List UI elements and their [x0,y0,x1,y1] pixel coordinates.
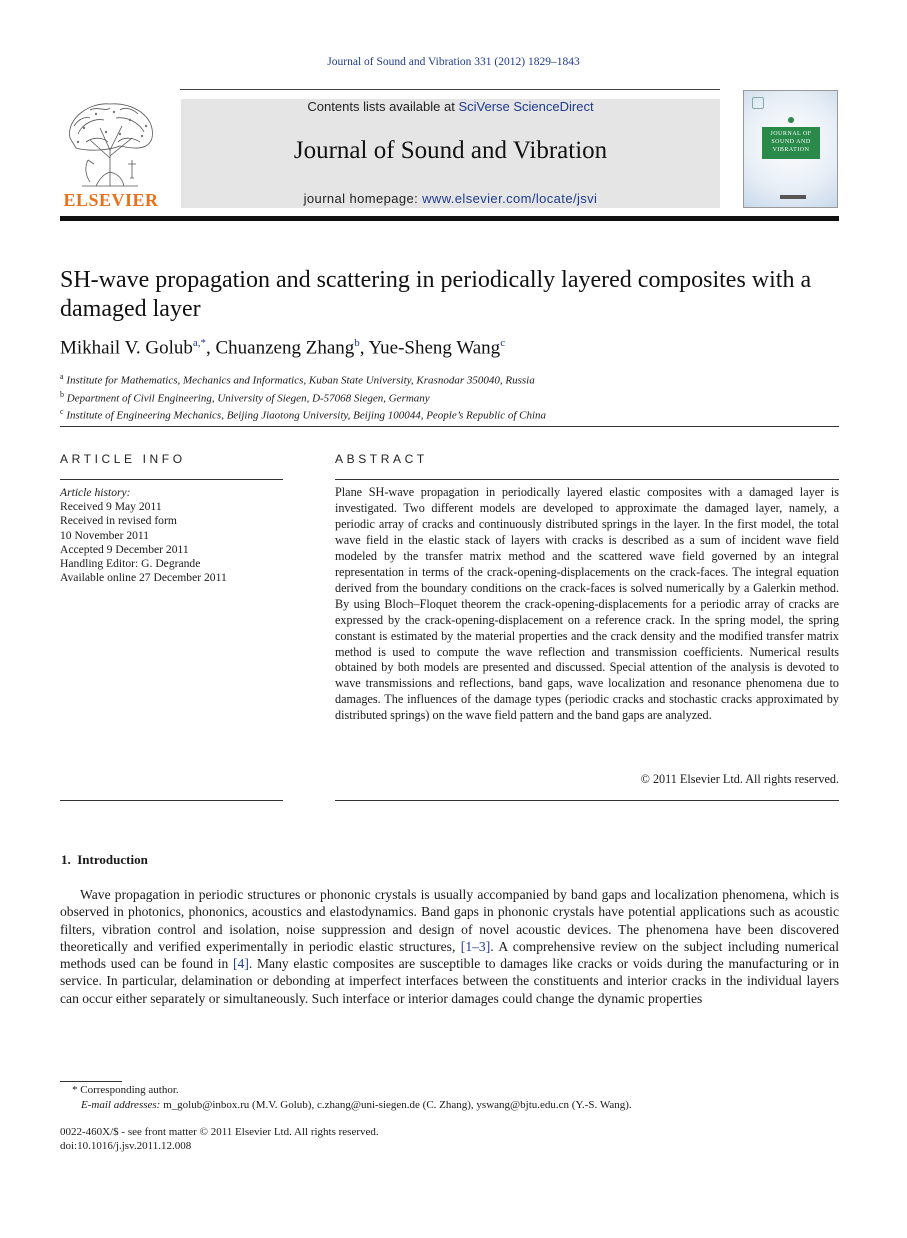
history-line: Available online 27 December 2011 [60,571,227,585]
journal-homepage-link[interactable]: www.elsevier.com/locate/jsvi [422,191,598,206]
affiliation-text: Institute for Mathematics, Mechanics and Informatics, Kuban State University, Krasnodar 350040, Russia [66,374,535,387]
affiliation-item [60,370,820,388]
introduction-paragraph [60,886,839,1007]
journal-name: Journal of Sound and Vibration [293,137,608,164]
contents-prefix: Contents lists available at [307,99,459,114]
history-line: Received in revised form [60,514,177,528]
email-list[interactable]: m_golub@inbox.ru (M.V. Golub), c.zhang@uni-siegen.de (C. Zhang), yswang@bjtu.edu.cn (Y.-S. Wang). [160,1099,632,1111]
sciencedirect-link[interactable]: SciVerse ScienceDirect [458,99,594,114]
author-separator: , [359,337,369,359]
affiliation-text: Department of Civil Engineering, University of Siegen, D-57068 Siegen, Germany [66,392,430,405]
intro-text-segment: . Many elastic composites are susceptible to damages like cracks or voids during the manufacturing or in service. In particular, delamination or debonding at imperfect interfaces between the constituents and interior cracks in the individual layers can occur either separately or simultaneously. Such interface or interior damages could change the dynamic properties [60,956,839,1006]
elsevier-wordmark[interactable]: ELSEVIER [63,190,159,210]
affiliation-list [60,370,820,423]
abstract-copyright: © 2011 Elsevier Ltd. All rights reserved. [640,772,839,786]
masthead-thick-rule [60,216,839,221]
history-label: Article history: [60,486,131,499]
author-name[interactable]: Yue-Sheng Wang [368,337,501,359]
abstract-body: Plane SH-wave propagation in periodically layered elastic composites with a damaged layer is investigated. Two different models are developed to approximate the damaged layer, namely, a periodic array of cracks and continuously distributed springs in the layer. In the first model, the total wave field in the elastic stack of layers with cracks is described as a sum of incident wave field modeled by the transfer matrix method and the scattered wave field governed by an integral representation in terms of the crack-opening-displacements on the crack-faces. The integral equation derived from the boundary conditions on the crack-faces is solved numerically by a Galerkin method. By using Bloch–Floquet theorem the crack-opening-displacements for a periodic array of cracks are expressed by the crack-opening-displacement on a reference crack. In the spring model, the spring constant is estimated by the material properties and the crack density and the modified transfer matrix method is used to compute the wave reflection and transmission coefficients. Numerical results obtained by both models are presented and discussed. Special attention of the analysis is devoted to wave transmissions and reflections, band gaps, wave localization and resonance phenomena due to damages. The influences of the damage types (periodic cracks and stochastic cracks approximated by distributed springs) on the wave field pattern and the band gaps are analyzed. [335,485,839,723]
author-name[interactable]: Mikhail V. Golub [60,337,193,359]
history-line: Received 9 May 2011 [60,500,162,514]
contents-availability-line [181,99,720,114]
footnote-rule [60,1081,122,1082]
email-label: E-mail addresses: [81,1099,161,1111]
article-title: SH-wave propagation and scattering in periodically layered composites with a damaged layer [60,267,812,322]
author-separator: , [205,337,216,359]
email-addresses-note [81,1099,632,1111]
tree-icon [60,98,162,190]
journal-citation[interactable]: Journal of Sound and Vibration 331 (2012) 1829–1843 [327,56,580,68]
abstract-bottom-rule [335,800,839,801]
affiliation-item [60,405,820,423]
author-affiliation-mark[interactable]: a,* [192,337,206,349]
journal-homepage-line [181,191,720,206]
masthead-top-rule [180,89,720,90]
affiliation-mark: c [60,407,64,417]
history-line: 10 November 2011 [60,528,150,542]
history-line: Accepted 9 December 2011 [60,542,189,556]
cover-title: JOURNAL OF SOUND AND VIBRATION [762,127,820,159]
reference-link[interactable]: [1–3] [460,938,491,954]
homepage-prefix: journal homepage: [303,191,423,206]
author-affiliation-mark[interactable]: b [354,337,360,349]
intro-text-segment: Wave propagation in periodic structures or phononic crystals is usually accompanied by band gaps and localization phenomena, which is observed in photonics, phononics, acoustics and elastodynamics. Band gaps in phononic crystals have potential applications such as acoustic filters, vibration control and isolation, noise suppression and design of novel acoustic devices. The phenomena have been discovered theoretically and verified experimentally in periodic elastic structures, [60,887,839,954]
cover-publisher-mark [780,195,806,199]
author-name[interactable]: Chuanzeng Zhang [215,337,355,359]
article-info-bottom-rule [60,800,283,801]
affiliation-divider [60,426,839,427]
author-affiliation-mark[interactable]: c [500,337,506,349]
cover-badge-icon [752,97,764,109]
affiliation-mark: b [60,389,64,399]
journal-cover-thumbnail[interactable] [743,90,838,208]
article-history [60,486,283,585]
article-info-heading: ARTICLE INFO [60,452,186,466]
corresponding-author-note: * Corresponding author. [72,1084,179,1096]
doi-link[interactable]: doi:10.1016/j.jsv.2011.12.008 [60,1140,192,1152]
cover-dot-icon [788,117,794,123]
intro-text-segment: . A comprehensive review on the subject including numerical methods used can be found in [60,938,839,972]
front-matter-note: 0022-460X/$ - see front matter © 2011 Elsevier Ltd. All rights reserved. [60,1126,379,1138]
article-info-rule [60,479,283,480]
affiliation-mark: a [60,372,64,381]
affiliation-text: Institute of Engineering Mechanics, Beijing Jiaotong University, Beijing 100044, People’s Republic of China [66,409,547,422]
reference-link[interactable]: [4] [233,956,249,972]
section-heading-introduction: 1. Introduction [61,852,148,867]
history-line: Handling Editor: G. Degrande [60,557,201,571]
abstract-rule [335,479,839,480]
author-list [60,337,820,359]
affiliation-item [60,388,820,406]
abstract-heading: ABSTRACT [335,452,428,466]
